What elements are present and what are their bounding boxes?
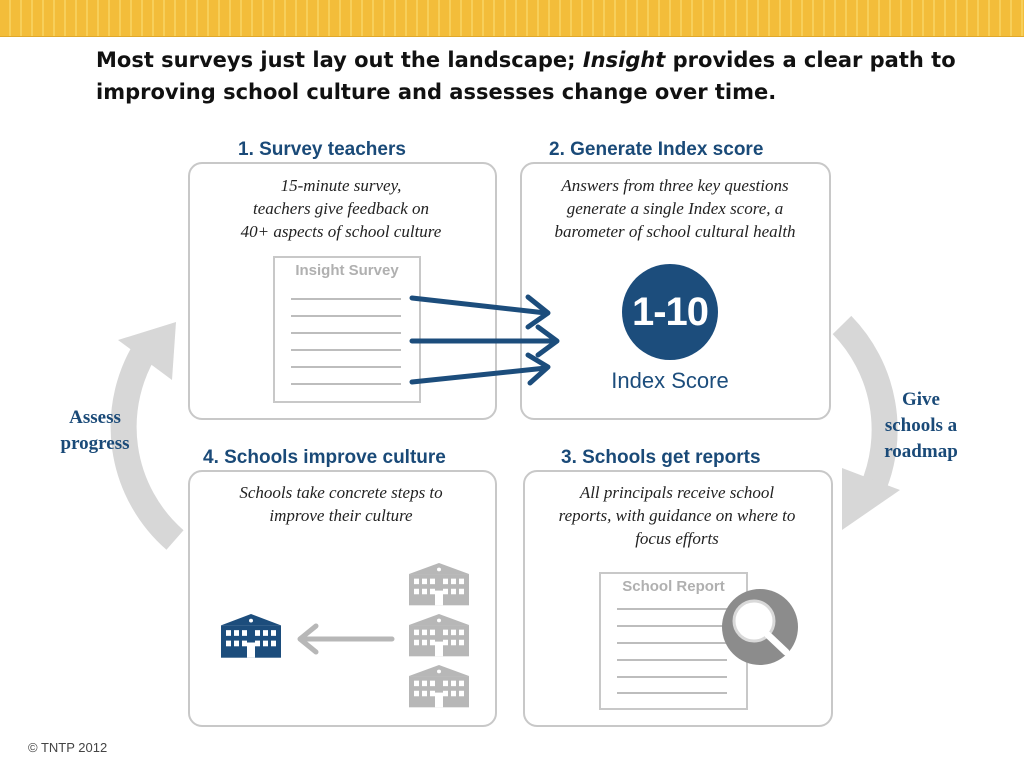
index-score-label: Index Score: [611, 368, 729, 393]
roadmap-line-2: schools a: [884, 415, 958, 436]
step2-line-1: Answers from three key questions: [561, 176, 789, 195]
title-text-1: Most surveys just lay out the landscape;: [96, 48, 583, 72]
roadmap-line-3: roadmap: [884, 441, 958, 462]
survey-doc-title: Insight Survey: [295, 262, 399, 279]
title-italic: Insight: [582, 48, 666, 72]
index-score-circle: 1-10: [622, 264, 718, 360]
copyright-text: © TNTP 2012: [28, 740, 108, 755]
step4-line-2: improve their culture: [269, 506, 413, 525]
assess-progress-label: [42, 405, 148, 457]
step2-line-2: generate a single Index score, a: [566, 199, 784, 218]
magnifier-icon: [722, 589, 798, 665]
roadmap-line-1: Give: [902, 389, 940, 410]
step2-title: 2. Generate Index score: [549, 139, 764, 160]
step3-line-3: focus efforts: [635, 529, 719, 548]
step4-title: 4. Schools improve culture: [203, 447, 446, 468]
assess-line-1: Assess: [69, 407, 121, 428]
step1-line-1: 15-minute survey,: [280, 176, 402, 195]
step4-line-1: Schools take concrete steps to: [239, 483, 443, 502]
step1-line-3: 40+ aspects of school culture: [240, 222, 442, 241]
assess-line-2: progress: [60, 433, 130, 454]
step1-line-2: teachers give feedback on: [252, 199, 430, 218]
step3-title: 3. Schools get reports: [561, 447, 761, 468]
title-text-2: provides a clear path to improving school culture and assesses change over time.: [96, 48, 956, 104]
step1-title: 1. Survey teachers: [238, 139, 406, 160]
step2-line-3: barometer of school cultural health: [554, 222, 796, 241]
give-roadmap-label: [866, 387, 976, 465]
report-doc-title: School Report: [622, 578, 725, 595]
step3-line-1: All principals receive school: [579, 483, 775, 502]
step3-line-2: reports, with guidance on where to: [558, 506, 796, 525]
